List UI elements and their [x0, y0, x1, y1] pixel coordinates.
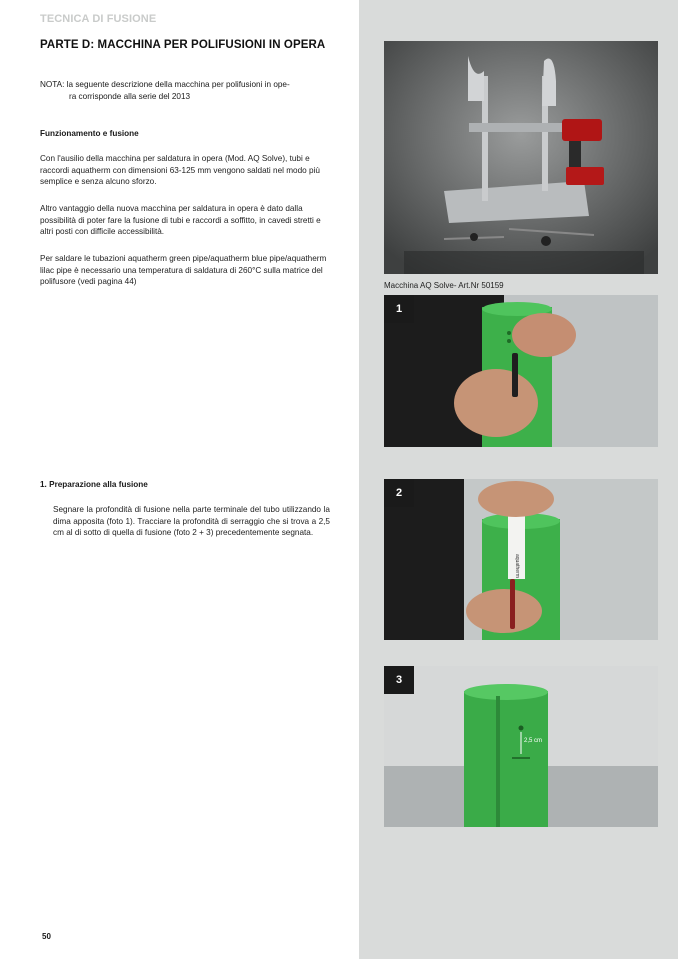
step-3-photo [384, 666, 658, 827]
page-title: PARTE D: MACCHINA PER POLIFUSIONI IN OPERA [40, 39, 326, 51]
note-paragraph [40, 79, 330, 102]
gauge-label: aquatherm [514, 554, 520, 578]
step-2-photo [384, 479, 658, 640]
note-line-1: NOTA: la seguente descrizione della macchina per polifusioni in ope- [40, 80, 290, 89]
machine-photo-caption: Macchina AQ Solve- Art.Nr 50159 [384, 281, 504, 290]
section-label: TECNICA DI FUSIONE [40, 13, 157, 25]
step-2-badge: 2 [384, 479, 414, 507]
heading-funzionamento: Funzionamento e fusione [40, 129, 139, 138]
step-1-photo [384, 295, 658, 447]
note-line-2: ra corrisponde alla serie del 2013 [69, 91, 191, 101]
step-3-badge: 3 [384, 666, 414, 694]
paragraph-intro: Con l'ausilio della macchina per saldatura in opera (Mod. AQ Solve), tubi e raccordi aquatherm con dimensioni 63-125 mm vengono saldati nel modo più semplice e senza alcuno sforzo. [40, 154, 320, 187]
page-number: 50 [42, 932, 51, 941]
paragraph-advantage: Altro vantaggio della nuova macchina per saldatura in opera è dato dalla possibilità di poter fare la fusione di tubi e raccordi a soffitto, in cavedi stretti e altri posti con difficile accessibilità. [40, 204, 321, 237]
machine-photo [384, 41, 658, 274]
step-1-badge: 1 [384, 295, 414, 323]
heading-preparazione: 1. Preparazione alla fusione [40, 480, 148, 489]
measure-label: 2,5 cm [524, 738, 543, 744]
paragraph-temperature: Per saldare le tubazioni aquatherm green pipe/aquatherm blue pipe/aquatherm lilac pipe è necessario una temperatura di saldatura di 260°C sulla matrice del polifusore (vedi pagina 44) [40, 254, 327, 287]
paragraph-preparation: Segnare la profondità di fusione nella parte terminale del tubo utilizzando la dima apposita (foto 1). Tracciare la profondità di serraggio che si trova a 2,5 cm al di sotto di quella di fusione (foto 2 + 3) precedentemente segnata. [53, 505, 330, 538]
